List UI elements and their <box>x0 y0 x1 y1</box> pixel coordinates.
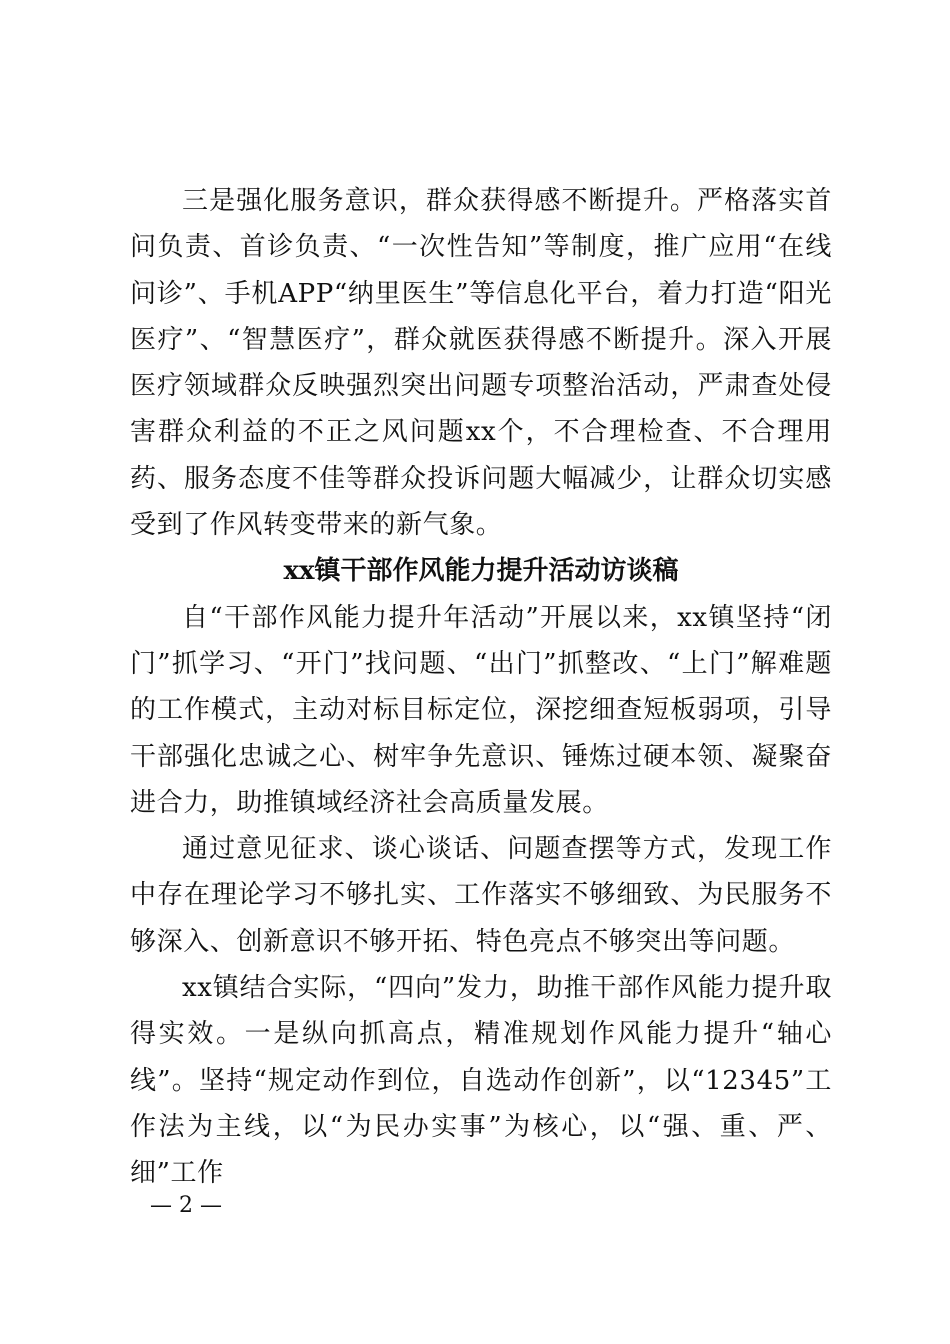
page-number: — 2 — <box>150 1193 222 1218</box>
article-title: xx镇干部作风能力提升活动访谈稿 <box>283 556 679 587</box>
paragraph-introduction: 自“干部作风能力提升年活动”开展以来，xx镇坚持“闭门”抓学习、“开门”找问题、“出门”抓整改、“上门”解难题的工作模式，主动对标目标定位，深挖细查短板弱项，引导干部强化忠诚之心、树牢争先意识、锤炼过硬本领、凝聚奋进合力，助推镇域经济社会高质量发展。 <box>130 602 832 818</box>
paragraph-problems-found: 通过意见征求、谈心谈话、问题查摆等方式，发现工作中存在理论学习不够扎实、工作落实不够细致、为民服务不够深入、创新意识不够开拓、特色亮点不够突出等问题。 <box>130 834 832 957</box>
paragraph-service-awareness: 三是强化服务意识，群众获得感不断提升。严格落实首问负责、首诊负责、“一次性告知”等制度，推广应用“在线问诊”、手机APP“纳里医生”等信息化平台，着力打造“阳光医疗”、“智慧医疗”，群众就医获得感不断提升。深入开展医疗领域群众反映强烈突出问题专项整治活动，严肃查处侵害群众利益的不正之风问题xx个，不合理检查、不合理用药、服务态度不佳等群众投诉问题大幅减少，让群众切实感受到了作风转变带来的新气象。 <box>130 186 832 541</box>
paragraph-four-directions: xx镇结合实际，“四向”发力，助推干部作风能力提升取得实效。一是纵向抓高点，精准规划作风能力提升“轴心线”。坚持“规定动作到位，自选动作创新”，以“12345”工作法为主线，以“为民办实事”为核心，以“强、重、严、细”工作 <box>130 973 832 1189</box>
document-body <box>130 178 832 1197</box>
